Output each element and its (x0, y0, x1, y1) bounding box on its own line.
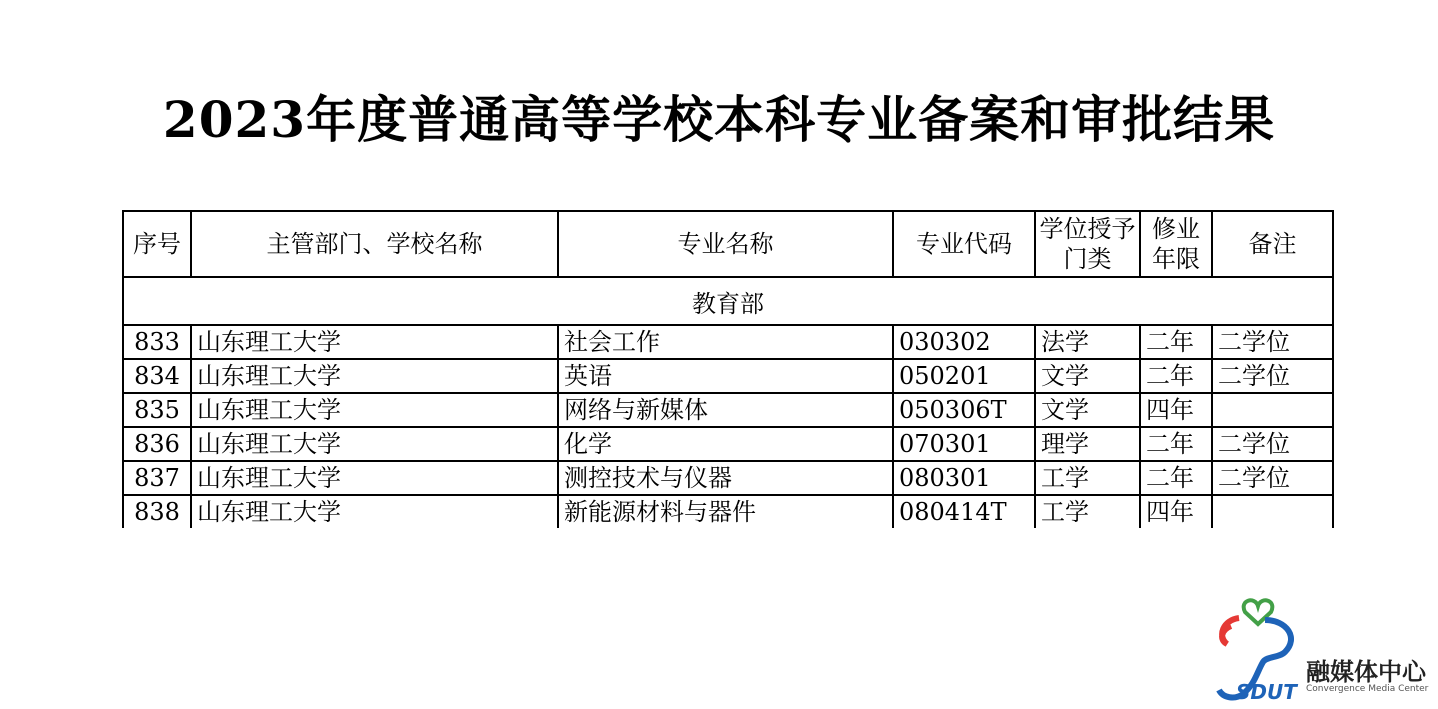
cell-note: 二学位 (1212, 359, 1333, 393)
cell-major: 新能源材料与器件 (558, 495, 893, 528)
cell-note (1212, 393, 1333, 427)
document-title: 2023年度普通高等学校本科专业备案和审批结果 (162, 90, 1276, 149)
header-note: 备注 (1212, 211, 1333, 277)
cell-seq: 835 (123, 393, 191, 427)
cell-duration: 四年 (1140, 495, 1212, 528)
cell-major: 英语 (558, 359, 893, 393)
header-major: 专业名称 (558, 211, 893, 277)
results-table (122, 210, 1334, 528)
table-body (123, 325, 1333, 528)
cell-school: 山东理工大学 (191, 325, 558, 359)
cell-major: 化学 (558, 427, 893, 461)
cell-major: 测控技术与仪器 (558, 461, 893, 495)
cell-major: 网络与新媒体 (558, 393, 893, 427)
table-header-row (123, 211, 1333, 277)
cell-school: 山东理工大学 (191, 495, 558, 528)
cell-duration: 二年 (1140, 427, 1212, 461)
logo-name: 融媒体中心 (1306, 658, 1426, 686)
cell-code: 050201 (893, 359, 1035, 393)
cell-degree: 工学 (1035, 461, 1140, 495)
department-row (123, 277, 1333, 325)
cell-code: 050306T (893, 393, 1035, 427)
cell-note: 二学位 (1212, 461, 1333, 495)
cell-degree: 法学 (1035, 325, 1140, 359)
cell-duration: 二年 (1140, 461, 1212, 495)
cell-degree: 工学 (1035, 495, 1140, 528)
cell-duration: 二年 (1140, 325, 1212, 359)
table-row (123, 393, 1333, 427)
cell-seq: 837 (123, 461, 191, 495)
cell-duration: 二年 (1140, 359, 1212, 393)
logo-subtitle: Convergence Media Center (1306, 684, 1429, 694)
header-seq: 序号 (123, 211, 191, 277)
cell-degree: 理学 (1035, 427, 1140, 461)
cell-seq: 836 (123, 427, 191, 461)
header-school: 主管部门、学校名称 (191, 211, 558, 277)
header-duration: 修业年限 (1140, 211, 1212, 277)
cell-school: 山东理工大学 (191, 359, 558, 393)
logo-mark-text: SDUT (1236, 680, 1297, 704)
table-row (123, 359, 1333, 393)
cell-school: 山东理工大学 (191, 461, 558, 495)
cell-school: 山东理工大学 (191, 427, 558, 461)
table-row (123, 495, 1333, 528)
cell-code: 030302 (893, 325, 1035, 359)
cell-degree: 文学 (1035, 359, 1140, 393)
cell-note: 二学位 (1212, 427, 1333, 461)
header-degree: 学位授予门类 (1035, 211, 1140, 277)
table-row (123, 427, 1333, 461)
table-row (123, 325, 1333, 359)
cell-note (1212, 495, 1333, 528)
cell-degree: 文学 (1035, 393, 1140, 427)
cell-code: 080414T (893, 495, 1035, 528)
cell-seq: 834 (123, 359, 191, 393)
cell-seq: 833 (123, 325, 191, 359)
cell-seq: 838 (123, 495, 191, 528)
cell-code: 080301 (893, 461, 1035, 495)
cell-note: 二学位 (1212, 325, 1333, 359)
cell-major: 社会工作 (558, 325, 893, 359)
cell-duration: 四年 (1140, 393, 1212, 427)
table-row (123, 461, 1333, 495)
header-code: 专业代码 (893, 211, 1035, 277)
cell-school: 山东理工大学 (191, 393, 558, 427)
cell-code: 070301 (893, 427, 1035, 461)
department-name: 教育部 (123, 277, 1333, 325)
